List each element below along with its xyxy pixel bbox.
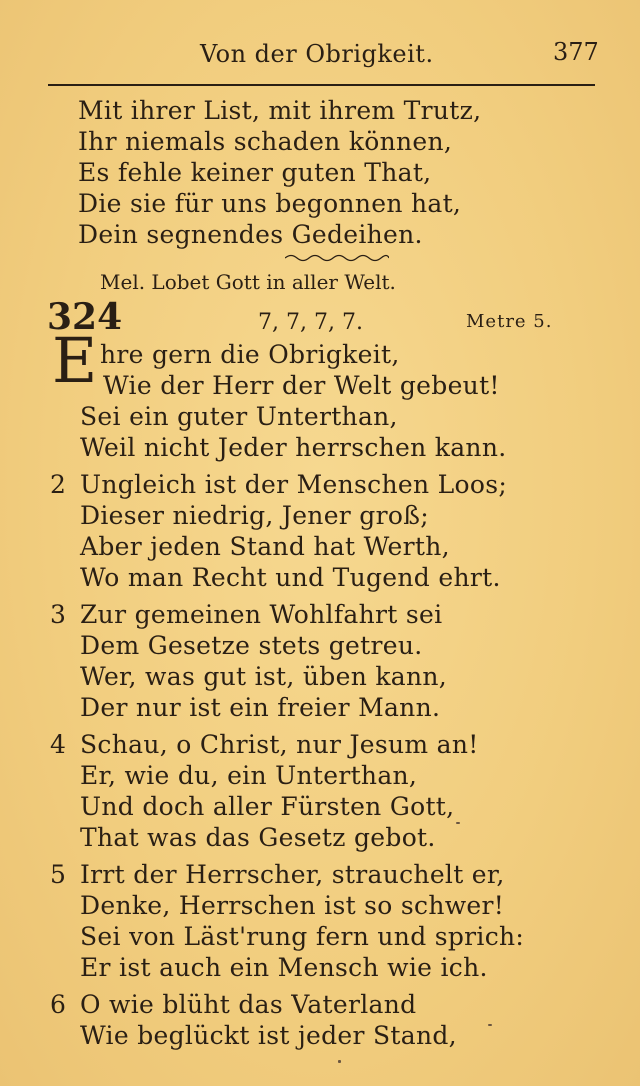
metre-label: Metre 5. bbox=[466, 311, 553, 332]
verse-line: Die sie für uns begonnen hat, bbox=[78, 189, 462, 218]
paper-speck bbox=[338, 1060, 341, 1063]
verse-line: hre gern die Obrigkeit, bbox=[100, 340, 400, 369]
wavy-ornament-icon bbox=[285, 253, 389, 263]
running-title: Von der Obrigkeit. bbox=[200, 40, 434, 68]
verse-line: Es fehle keiner guten That, bbox=[78, 158, 432, 187]
verse-number: 3 bbox=[50, 600, 66, 629]
paper-speck bbox=[488, 1024, 492, 1026]
verse-line: Wo man Recht und Tugend ehrt. bbox=[80, 563, 501, 592]
verse-line: O wie blüht das Vaterland bbox=[80, 990, 417, 1019]
verse-line: Irrt der Herrscher, strauchelt er, bbox=[80, 860, 505, 889]
paper-speck bbox=[456, 822, 460, 824]
verse-line: That was das Gesetz gebot. bbox=[80, 823, 436, 852]
verse-line: Sei ein guter Unterthan, bbox=[80, 402, 398, 431]
verse-line: Aber jeden Stand hat Werth, bbox=[80, 532, 450, 561]
verse-line: Mit ihrer List, mit ihrem Trutz, bbox=[78, 96, 482, 125]
verse-number: 5 bbox=[50, 860, 66, 889]
verse-line: Er ist auch ein Mensch wie ich. bbox=[80, 953, 488, 982]
verse-line: Und doch aller Fürsten Gott, bbox=[80, 792, 455, 821]
verse-number: 6 bbox=[50, 990, 66, 1019]
verse-line: Wie beglückt ist jeder Stand, bbox=[80, 1021, 457, 1050]
verse-line: Dem Gesetze stets getreu. bbox=[80, 631, 423, 660]
verse-number: 4 bbox=[50, 730, 66, 759]
verse-line: Ihr niemals schaden können, bbox=[78, 127, 453, 156]
hymn-number: 324 bbox=[47, 296, 123, 338]
verse-line: Weil nicht Jeder herrschen kann. bbox=[80, 433, 507, 462]
verse-line: Dieser niedrig, Jener groß; bbox=[80, 501, 429, 530]
verse-line: Dein segnendes Gedeihen. bbox=[78, 220, 423, 249]
verse-line: Sei von Läst'rung fern und sprich: bbox=[80, 922, 525, 951]
verse-line: Der nur ist ein freier Mann. bbox=[80, 693, 441, 722]
melody-line: Mel. Lobet Gott in aller Welt. bbox=[100, 270, 396, 294]
verse-line: Wie der Herr der Welt gebeut! bbox=[103, 371, 500, 400]
verse-line: Schau, o Christ, nur Jesum an! bbox=[80, 730, 479, 759]
meter: 7, 7, 7, 7. bbox=[258, 310, 363, 335]
page-number: 377 bbox=[553, 38, 599, 66]
verse-line: Ungleich ist der Menschen Loos; bbox=[80, 470, 508, 499]
verse-line: Denke, Herrschen ist so schwer! bbox=[80, 891, 505, 920]
verse-line: Zur gemeinen Wohlfahrt sei bbox=[80, 600, 443, 629]
verse-line: Er, wie du, ein Unterthan, bbox=[80, 761, 418, 790]
verse-line: Wer, was gut ist, üben kann, bbox=[80, 662, 448, 691]
dropcap: E bbox=[52, 324, 98, 397]
header-rule bbox=[48, 84, 595, 86]
verse-number: 2 bbox=[50, 470, 66, 499]
